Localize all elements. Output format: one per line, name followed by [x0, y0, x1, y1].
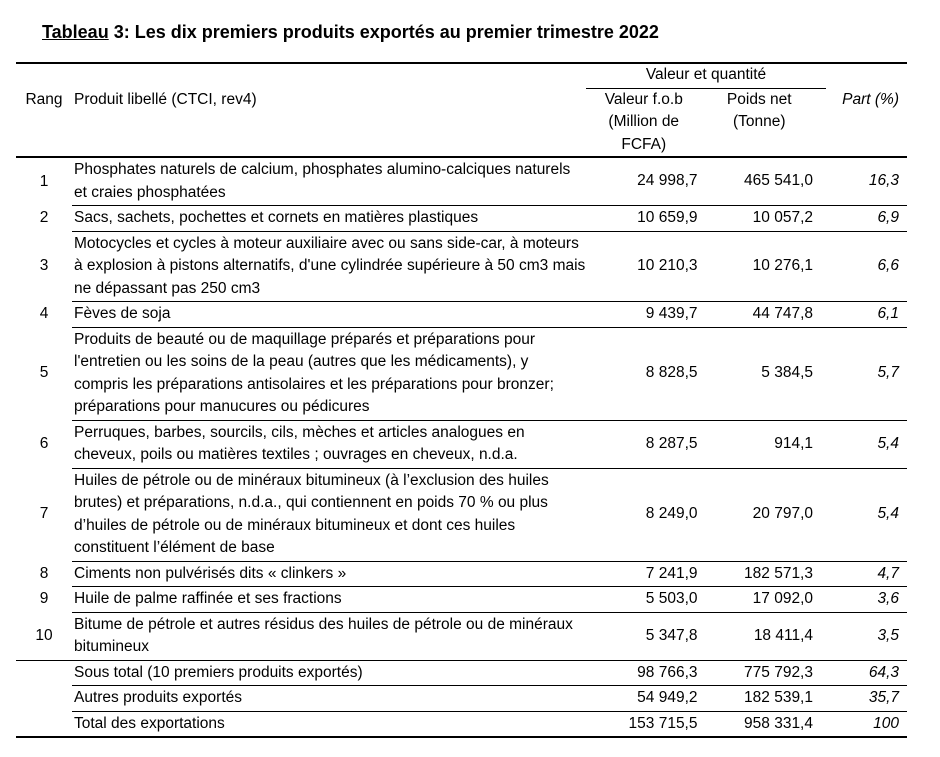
cell-produit: Sacs, sachets, pochettes et cornets en matières plastiques — [72, 206, 586, 232]
cell-valeur: 98 766,3 — [586, 660, 702, 686]
cell-valeur: 54 949,2 — [586, 686, 702, 712]
header-rang: Rang — [25, 90, 63, 108]
cell-rang: 8 — [39, 564, 49, 582]
cell-part: 4,7 — [817, 561, 907, 587]
cell-poids: 10 276,1 — [702, 231, 818, 302]
cell-part: 6,1 — [817, 302, 907, 328]
cell-poids: 182 539,1 — [702, 686, 818, 712]
cell-produit: Produits de beauté ou de maquillage préparés et préparations pour l'entretien ou les soins de la peau (autres que les médicaments), y compris les préparations antisolaires et les préparations pour bronzer; préparations pour manucures ou pédicures — [72, 327, 586, 420]
cell-valeur: 8 287,5 — [586, 420, 702, 468]
cell-poids: 44 747,8 — [702, 302, 818, 328]
table-row — [16, 468, 907, 561]
table-title-text: 3: Les dix premiers produits exportés au premier trimestre 2022 — [108, 22, 659, 42]
cell-part: 3,5 — [817, 612, 907, 660]
cell-poids: 465 541,0 — [702, 157, 818, 206]
cell-summary-label: Autres produits exportés — [72, 686, 586, 712]
cell-rang-empty — [16, 660, 72, 686]
table-row — [16, 157, 907, 206]
cell-valeur: 10 659,9 — [586, 206, 702, 232]
cell-rang: 4 — [39, 305, 49, 322]
cell-part: 16,3 — [817, 157, 907, 206]
cell-poids: 182 571,3 — [702, 561, 818, 587]
header-part: Part (%) — [842, 90, 899, 108]
cell-poids: 5 384,5 — [702, 327, 818, 420]
cell-valeur: 10 210,3 — [586, 231, 702, 302]
cell-rang: 2 — [39, 209, 49, 226]
cell-poids: 10 057,2 — [702, 206, 818, 232]
header-valeur-quantite: Valeur et quantité — [586, 64, 826, 89]
table-row — [16, 561, 907, 587]
cell-rang: 5 — [39, 364, 49, 382]
cell-rang: 1 — [39, 172, 49, 190]
cell-poids: 18 411,4 — [702, 612, 818, 660]
cell-summary-label: Total des exportations — [72, 711, 586, 737]
cell-produit: Fèves de soja — [72, 302, 586, 328]
summary-row — [16, 711, 907, 737]
cell-part: 6,9 — [817, 206, 907, 232]
cell-poids: 775 792,3 — [702, 660, 818, 686]
table-row — [16, 206, 907, 232]
cell-valeur: 9 439,7 — [586, 302, 702, 328]
table-row — [16, 612, 907, 660]
cell-part: 5,4 — [817, 468, 907, 561]
cell-produit: Ciments non pulvérisés dits « clinkers » — [72, 561, 586, 587]
table-row — [16, 327, 907, 420]
cell-produit: Huiles de pétrole ou de minéraux bitumineux (à l’exclusion des huiles brutes) et préparations, n.d.a., qui contiennent en poids 70 % ou plus d’huiles de pétrole ou de minéraux bitumineux et dont ces huiles constituent l’élément de base — [72, 468, 586, 561]
summary-row — [16, 686, 907, 712]
cell-valeur: 5 347,8 — [586, 612, 702, 660]
cell-valeur: 153 715,5 — [586, 711, 702, 737]
header-produit: Produit libellé (CTCI, rev4) — [74, 90, 257, 108]
cell-rang: 3 — [39, 257, 49, 274]
cell-rang: 9 — [39, 590, 49, 607]
cell-rang-empty — [16, 711, 72, 737]
cell-produit: Bitume de pétrole et autres résidus des huiles de pétrole ou de minéraux bitumineux — [72, 612, 586, 660]
table-title — [42, 22, 659, 43]
cell-part: 6,6 — [817, 231, 907, 302]
table-row — [16, 587, 907, 613]
cell-valeur: 8 249,0 — [586, 468, 702, 561]
cell-poids: 17 092,0 — [702, 587, 818, 613]
table-row — [16, 302, 907, 328]
cell-produit: Motocycles et cycles à moteur auxiliaire avec ou sans side-car, à moteurs à explosion à pistons alternatifs, d'une cylindrée supérieure à 50 cm3 mais ne dépassant pas 250 cm3 — [72, 231, 586, 302]
cell-valeur: 5 503,0 — [586, 587, 702, 613]
cell-rang: 6 — [39, 434, 49, 452]
table-row — [16, 420, 907, 468]
exports-table — [16, 62, 907, 738]
header-poids-net: Poids net — [726, 90, 792, 108]
cell-produit: Phosphates naturels de calcium, phosphates alumino-calciques naturels et craies phosphatées — [72, 157, 586, 206]
cell-valeur: 24 998,7 — [586, 157, 702, 206]
cell-valeur: 7 241,9 — [586, 561, 702, 587]
cell-summary-label: Sous total (10 premiers produits exportés) — [72, 660, 586, 686]
summary-row — [16, 660, 907, 686]
cell-part: 35,7 — [817, 686, 907, 712]
cell-produit: Perruques, barbes, sourcils, cils, mèches et articles analogues en cheveux, poils ou matières textiles ; ouvrages en cheveux, n.d.a. — [72, 420, 586, 468]
header-valeur-fob-unit: (Million de FCFA) — [586, 111, 702, 157]
header-valeur-fob: Valeur f.o.b — [604, 90, 683, 108]
cell-part: 5,7 — [817, 327, 907, 420]
cell-rang: 10 — [16, 612, 72, 660]
cell-part: 3,6 — [817, 587, 907, 613]
table-row — [16, 231, 907, 302]
cell-valeur: 8 828,5 — [586, 327, 702, 420]
cell-produit: Huile de palme raffinée et ses fractions — [72, 587, 586, 613]
table-body — [16, 157, 907, 737]
cell-rang-empty — [16, 686, 72, 712]
table-title-prefix: Tableau — [42, 22, 109, 42]
cell-part: 64,3 — [817, 660, 907, 686]
cell-part: 100 — [817, 711, 907, 737]
cell-poids: 958 331,4 — [702, 711, 818, 737]
cell-part: 5,4 — [817, 420, 907, 468]
cell-poids: 914,1 — [702, 420, 818, 468]
header-poids-net-unit: (Tonne) — [702, 111, 818, 157]
cell-poids: 20 797,0 — [702, 468, 818, 561]
cell-rang: 7 — [39, 505, 49, 523]
